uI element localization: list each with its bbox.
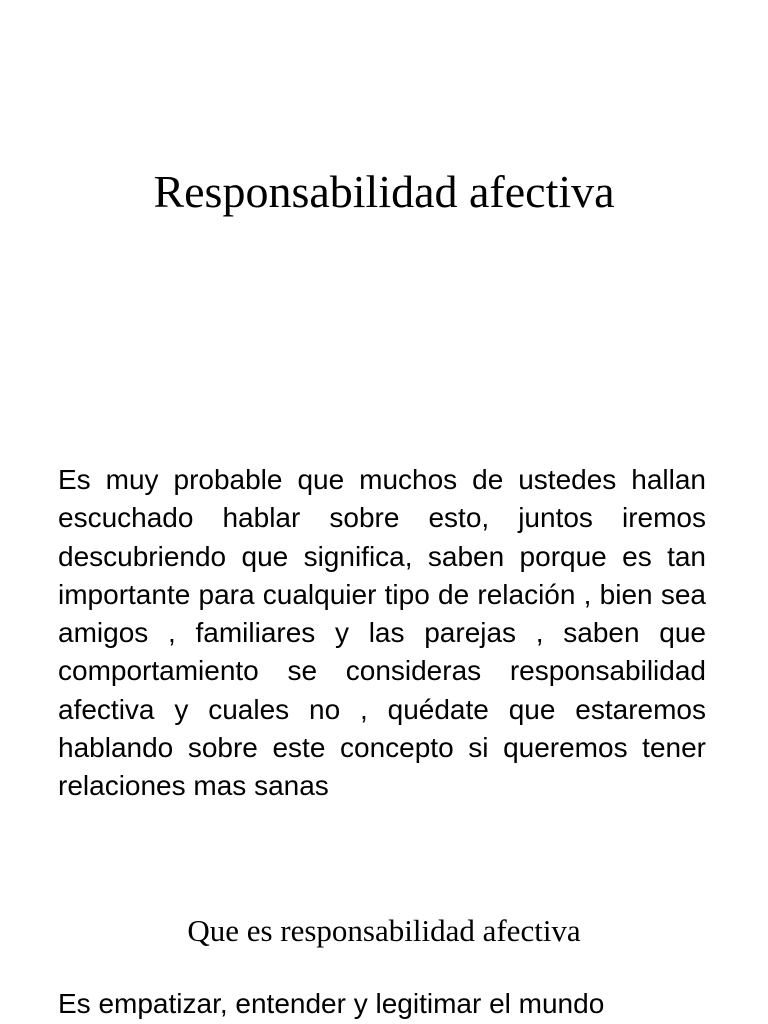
page-title: Responsabilidad afectiva [153, 166, 615, 217]
section-heading: Que es responsabilidad afectiva [187, 913, 581, 948]
intro-paragraph: Es muy probable que muchos de ustedes hallan escuchado hablar sobre esto, juntos iremos descubriendo que significa, saben porque es tan importante para cualquier tipo de relación , bien sea amigos , familiares y las parejas , saben que comportamiento se consideras responsabilidad afectiva y cuales no , quédate que estaremos hablando sobre este concepto si queremos tener relaciones mas sanas [58, 464, 706, 802]
section-paragraph: Es empatizar, entender y legitimar el mundo [58, 988, 605, 1019]
